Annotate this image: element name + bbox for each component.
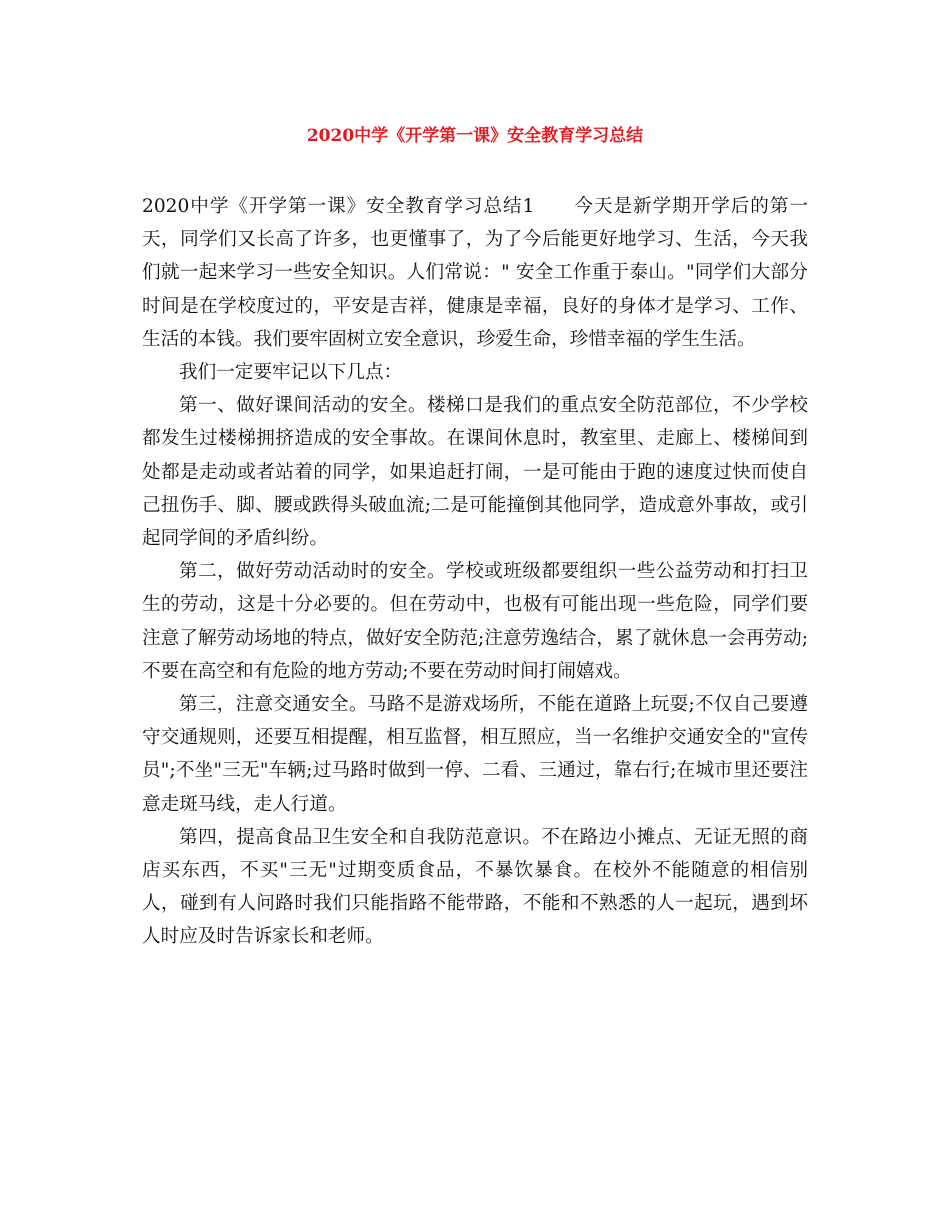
paragraph-point-3: 第三，注意交通安全。马路不是游戏场所，不能在道路上玩耍;不仅自己要遵守交通规则，还要互相提醒，相互监督，相互照应，当一名维护交通安全的"宣传员";不坐"三无"车辆;过马路时做到一停、二看、三通过，靠右行;在城市里还要注意走斑马线，走人行道。 — [142, 694, 808, 815]
document-body — [142, 190, 808, 954]
paragraph-point-2: 第二，做好劳动活动时的安全。学校或班级都要组织一些公益劳动和打扫卫生的劳动，这是十分必要的。但在劳动中，也极有可能出现一些危险，同学们要注意了解劳动场地的特点，做好安全防范;注意劳逸结合，累了就休息一会再劳动;不要在高空和有危险的地方劳动;不要在劳动时间打闹嬉戏。 — [142, 561, 808, 682]
paragraph-point-1: 第一、做好课间活动的安全。楼梯口是我们的重点安全防范部位，不少学校都发生过楼梯拥挤造成的安全事故。在课间休息时，教室里、走廊上、楼梯间到处都是走动或者站着的同学，如果追赶打闹，一是可能由于跑的速度过快而使自己扭伤手、脚、腰或跌得头破血流;二是可能撞倒其他同学，造成意外事故，或引起同学间的矛盾纠纷。 — [142, 395, 808, 550]
paragraph-points-heading: 我们一定要牢记以下几点： — [179, 362, 403, 384]
paragraph-point-4: 第四，提高食品卫生安全和自我防范意识。不在路边小摊点、无证无照的商店买东西，不买"三无"过期变质食品，不暴饮暴食。在校外不能随意的相信别人，碰到有人问路时我们只能指路不能带路，不能和不熟悉的人一起玩，遇到坏人时应及时告诉家长和老师。 — [142, 826, 808, 948]
paragraph-intro: 2020中学《开学第一课》安全教育学习总结1 今天是新学期开学后的第一天，同学们又长高了许多，也更懂事了，为了今后能更好地学习、生活，今天我们就一起来学习一些安全知识。人们常说：" 安全工作重于泰山。"同学们大部分时间是在学校度过的，平安是吉祥，健康是幸福，良好的身体才是学习、工作、生活的本钱。我们要牢固树立安全意识，珍爱生命，珍惜幸福的学生生活。 — [142, 196, 808, 350]
document-title: 2020中学《开学第一课》安全教育学习总结 — [306, 126, 644, 146]
